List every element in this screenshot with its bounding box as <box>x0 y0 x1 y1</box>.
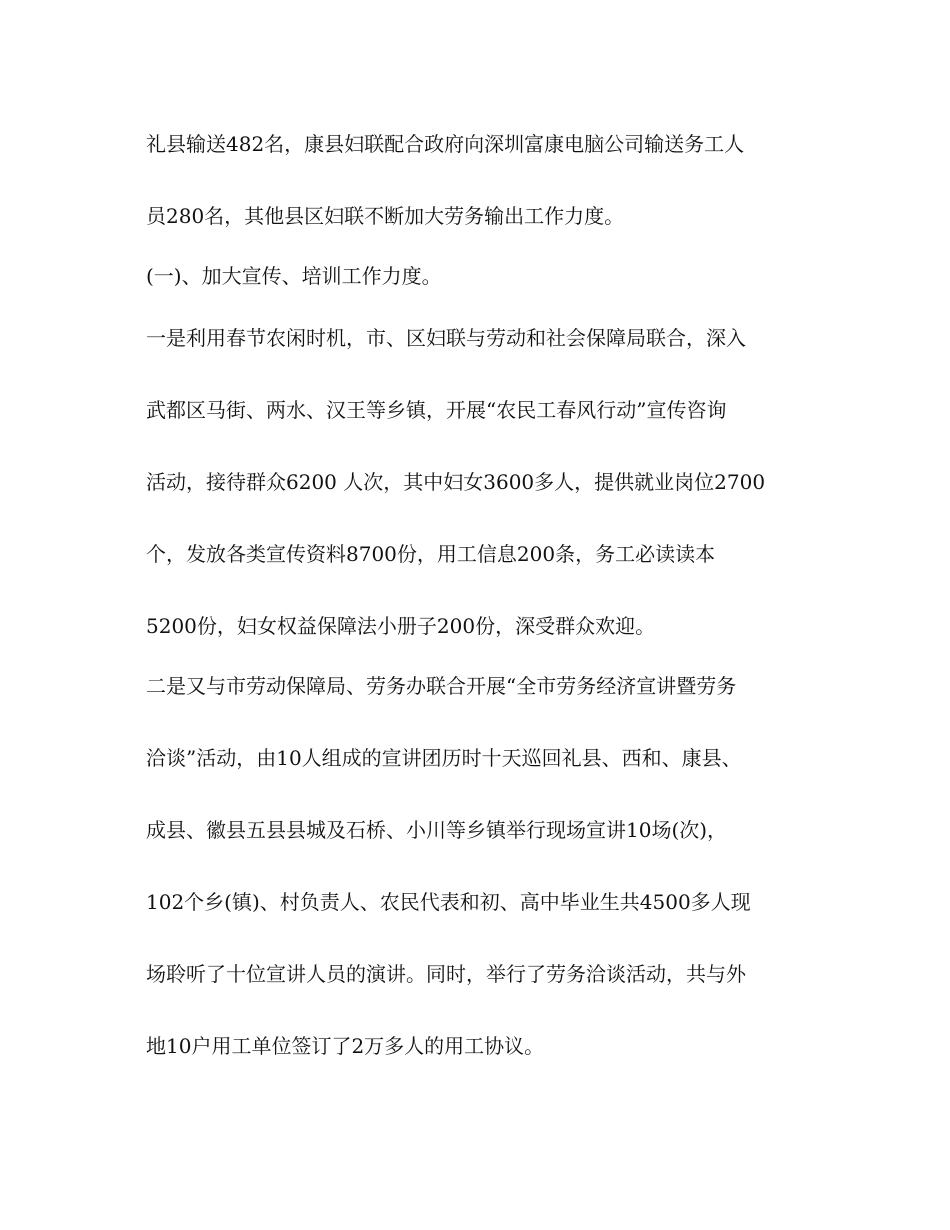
text-line: 洽谈”活动，由10人组成的宣讲团历时十天巡回礼县、西和、康县、 <box>146 746 742 770</box>
text-line: 活动，接待群众6200 人次，其中妇女3600多人，提供就业岗位2700 <box>146 470 766 494</box>
text-line: 一是利用春节农闲时机，市、区妇联与劳动和社会保障局联合，深入 <box>146 326 746 350</box>
text-line: 武都区马街、两水、汉王等乡镇，开展“农民工春风行动”宣传咨询 <box>146 398 727 422</box>
text-line: 成县、徽县五县县城及石桥、小川等乡镇举行现场宣讲10场(次)， <box>146 818 728 842</box>
text-line: 102个乡(镇)、村负责人、农民代表和初、高中毕业生共4500多人现 <box>146 890 751 914</box>
text-line: 员280名，其他县区妇联不断加大劳务输出工作力度。 <box>146 204 625 228</box>
text-line: 5200份，妇女权益保障法小册子200份，深受群众欢迎。 <box>146 614 656 638</box>
section-heading: (一)、加大宣传、培训工作力度。 <box>146 264 442 288</box>
text-line: 地10户用工单位签订了2万多人的用工协议。 <box>146 1034 545 1058</box>
text-line: 个，发放各类宣传资料8700份，用工信息200条，务工必读读本 <box>146 542 716 566</box>
text-line: 礼县输送482名，康县妇联配合政府向深圳富康电脑公司输送务工人 <box>146 132 745 156</box>
text-line: 二是又与市劳动保障局、劳务办联合开展“全市劳务经济宣讲暨劳务 <box>146 674 737 698</box>
text-line: 场聆听了十位宣讲人员的演讲。同时，举行了劳务洽谈活动，共与外 <box>146 962 746 986</box>
